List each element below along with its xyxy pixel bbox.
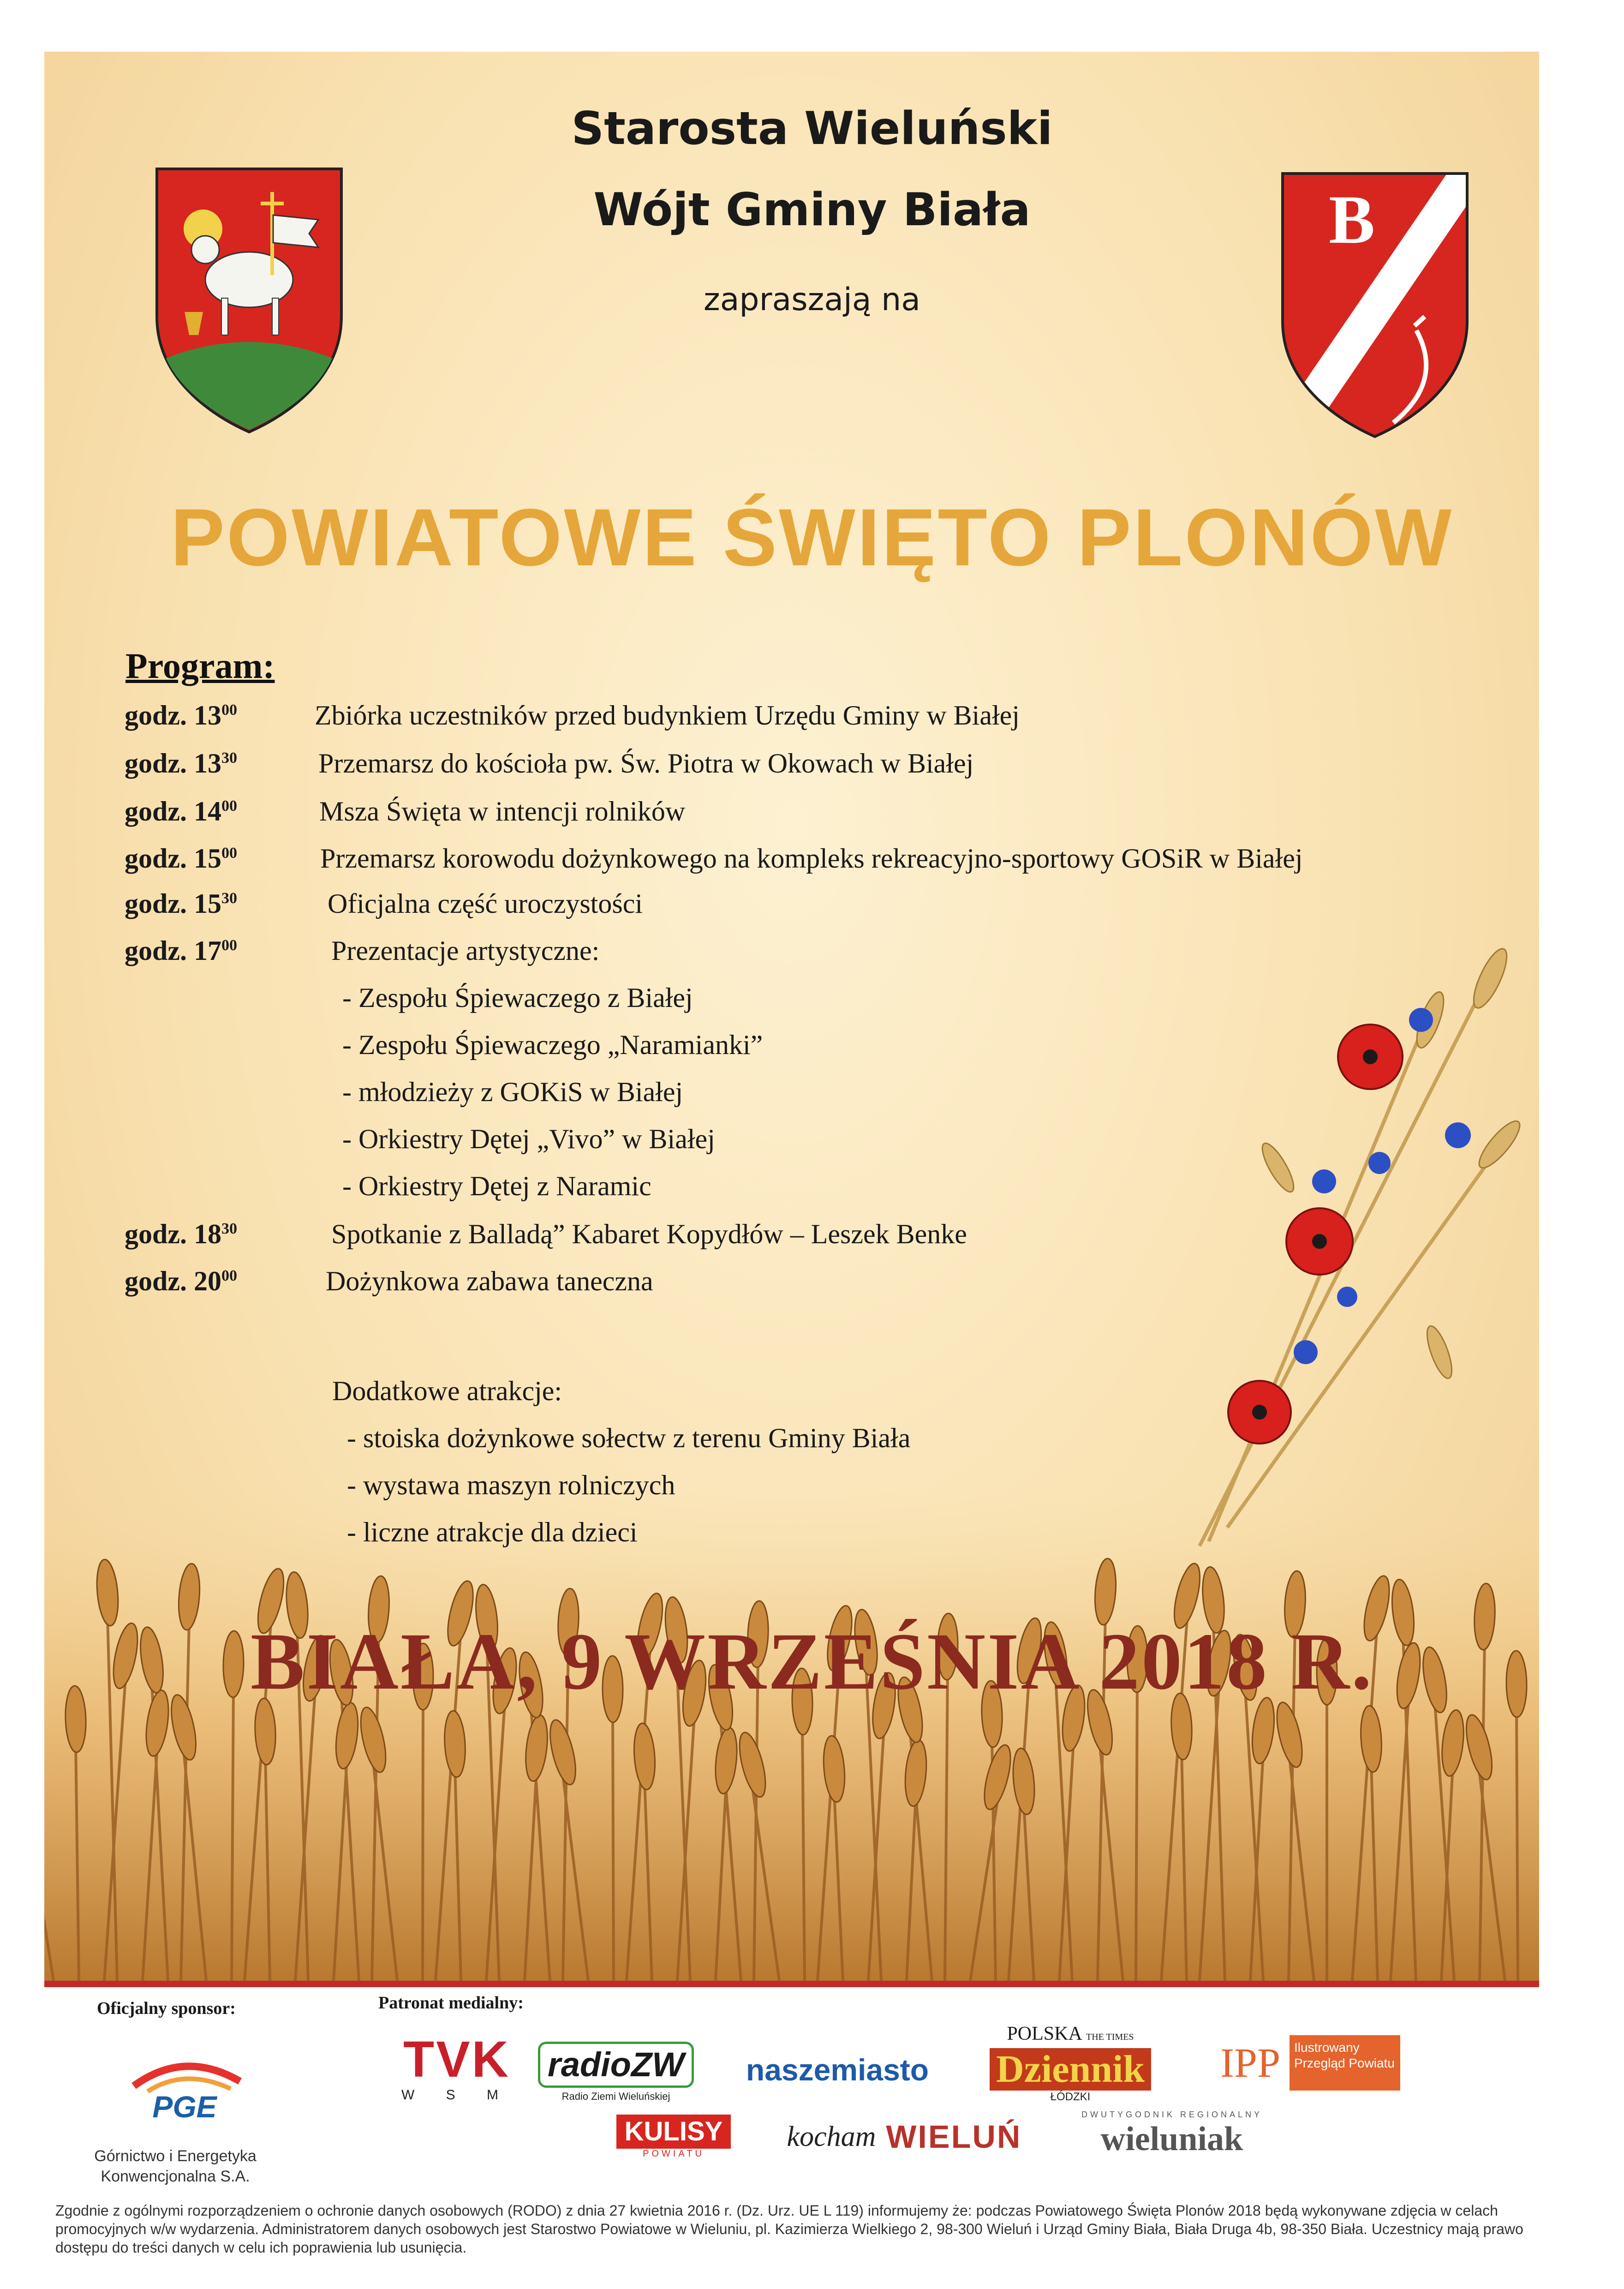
artistic-performer-item: - Zespołu Śpiewaczego „Naramianki” (342, 1030, 763, 1060)
the-times-text: THE TIMES (1086, 2031, 1134, 2042)
program-description: Spotkanie z Balladą” Kabaret Kopydłów – Leszek Benke (331, 1219, 967, 1249)
program-time: godz. $13^{00}$ (125, 700, 237, 731)
artistic-performer-item: - młodzieży z GOKiS w Białej (342, 1077, 683, 1107)
lamb-crest-icon (152, 160, 346, 437)
program-time: godz. $20^{00}$ (125, 1266, 237, 1296)
tvk-logo (388, 2026, 526, 2109)
radio-zw-logo (531, 2031, 701, 2114)
extras-title: Dodatkowe atrakcje: (332, 1376, 562, 1406)
b-saber-crest-icon (1278, 164, 1472, 441)
program-heading: Program: (125, 646, 275, 686)
sponsor-label: Oficjalny sponsor: (97, 1999, 236, 2018)
naszemiasto-logo-text: naszemiasto (746, 2053, 929, 2087)
wheat-stalk (232, 1687, 233, 1981)
extra-attraction-item: - liczne atrakcje dla dzieci (347, 1517, 638, 1547)
program-time: godz. $17^{00}$ (125, 935, 237, 966)
artistic-performer-item: - Zespołu Śpiewaczego z Białej (342, 983, 693, 1013)
program-description: Zbiórka uczestników przed budynkiem Urzędu Gminy w Białej (315, 700, 1020, 731)
program-time: godz. $15^{00}$ (125, 843, 237, 874)
artistic-performer-item: - Orkiestry Dętej „Vivo” w Białej (342, 1124, 715, 1154)
ipp-logo (1204, 2021, 1416, 2104)
program-description: Msza Święta w intencji rolników (319, 796, 686, 827)
wielun-text: WIELUŃ (886, 2119, 1022, 2155)
program-time: godz. $14^{00}$ (125, 796, 237, 827)
tvk-logo-text: TVK (403, 2031, 510, 2088)
lodzki-text: ŁÓDZKI (1050, 2090, 1091, 2103)
wheat-stalk (1517, 1707, 1518, 1981)
dziennik-text: Dziennik (990, 2048, 1151, 2091)
organizer-line-1: Starosta Wieluński (571, 102, 1053, 155)
pge-arc-icon (115, 2054, 254, 2123)
program-time: godz. $13^{30}$ (125, 748, 237, 779)
radio-zw-logo-text: radioZW (538, 2042, 694, 2088)
tvk-logo-sub: W S M (401, 2087, 512, 2103)
poppy-cornflower-bouquet-icon (1172, 946, 1522, 1555)
radio-zw-logo-sub: Radio Ziemi Wieluńskiej (561, 2091, 670, 2102)
event-title: POWIATOWE ŚWIĘTO PLONÓW (170, 492, 1454, 583)
kulisy-logo-sub: POWIATU (643, 2148, 705, 2159)
program-description: Przemarsz do kościoła pw. Św. Piotra w Okowach w Białej (318, 748, 974, 779)
pge-logo (115, 2054, 254, 2123)
wheat-stalk (1136, 1682, 1137, 1981)
event-date: BIAŁA, 9 WRZEŚNIA 2018 R. (250, 1617, 1374, 1707)
wieluniak-tagline: DWUTYGODNIK REGIONALNY (1081, 2110, 1263, 2119)
sponsor-subtitle-line-2: Konwencjonalna S.A. (101, 2168, 250, 2185)
sponsor-subtitle-line-1: Górnictwo i Energetyka (94, 2147, 257, 2165)
ipp-logo-mark: IPP (1220, 2040, 1281, 2086)
footer-divider (44, 1981, 1539, 1987)
kulisy-logo (600, 2109, 747, 2164)
program-description: Prezentacje artystyczne: (331, 935, 600, 966)
dziennik-lodzki-logo (964, 2017, 1176, 2109)
extra-attraction-item: - stoiska dożynkowe sołectw z terenu Gminy Biała (347, 1423, 911, 1453)
organizer-line-2: Wójt Gminy Biała (593, 184, 1031, 236)
wieluniak-logo (1061, 2100, 1283, 2169)
wheat-stalk (613, 1712, 614, 1981)
wheat-field-illustration (44, 1492, 1539, 1981)
sponsor-subtitle (65, 2146, 286, 2187)
invite-line: zapraszają na (704, 282, 920, 318)
extra-attraction-item: - wystawa maszyn rolniczych (347, 1470, 675, 1500)
kocham-text: kocham (787, 2121, 876, 2152)
polska-text: POLSKA (1007, 2023, 1081, 2044)
svg-text:PGE: PGE (152, 2090, 217, 2123)
kocham-wielun-logo (766, 2109, 1043, 2164)
media-patronage-label: Patronat medialny: (378, 1993, 524, 2013)
program-time: godz. $15^{30}$ (125, 888, 237, 919)
ipp-logo-text: Ilustrowany Przegląd Powiatu (1290, 2035, 1400, 2091)
naszemiasto-logo (729, 2040, 946, 2100)
artistic-performer-item: - Orkiestry Dętej z Naramic (342, 1171, 651, 1201)
program-description: Dożynkowa zabawa taneczna (326, 1266, 653, 1296)
program-description: Oficjalna część uroczystości (328, 888, 643, 919)
kulisy-logo-text: KULISY (616, 2115, 731, 2149)
crest-letter: B (1329, 181, 1375, 258)
wieluniak-logo-text: wieluniak (1100, 2120, 1243, 2158)
gdpr-notice: Zgodnie z ogólnymi rozporządzeniem o ochronie danych osobowych (RODO) z dnia 27 kwietnia 2016 r. (Dz. Urz. UE L 119) informujemy że: podczas Powiatowego Święta Plonów 2018 będą wykonywane zdjęcia w celach promocyjnych w/w wydarzenia. Administratorem danych osobowych jest Starostwo Powiatowe w Wieluniu, pl. Kazimierza Wielkiego 2, 98-300 Wieluń i Urząd Gminy Biała, Biała Druga 4b, 98-350 Biała. Uczestnicy mają prawo dostępu do treści danych w celu ich poprawienia lub usunięcia. (55, 2202, 1523, 2256)
program-description: Przemarsz korowodu dożynkowego na kompleks rekreacyjno-sportowy GOSiR w Białej (320, 843, 1303, 874)
program-time: godz. $18^{30}$ (125, 1219, 237, 1249)
